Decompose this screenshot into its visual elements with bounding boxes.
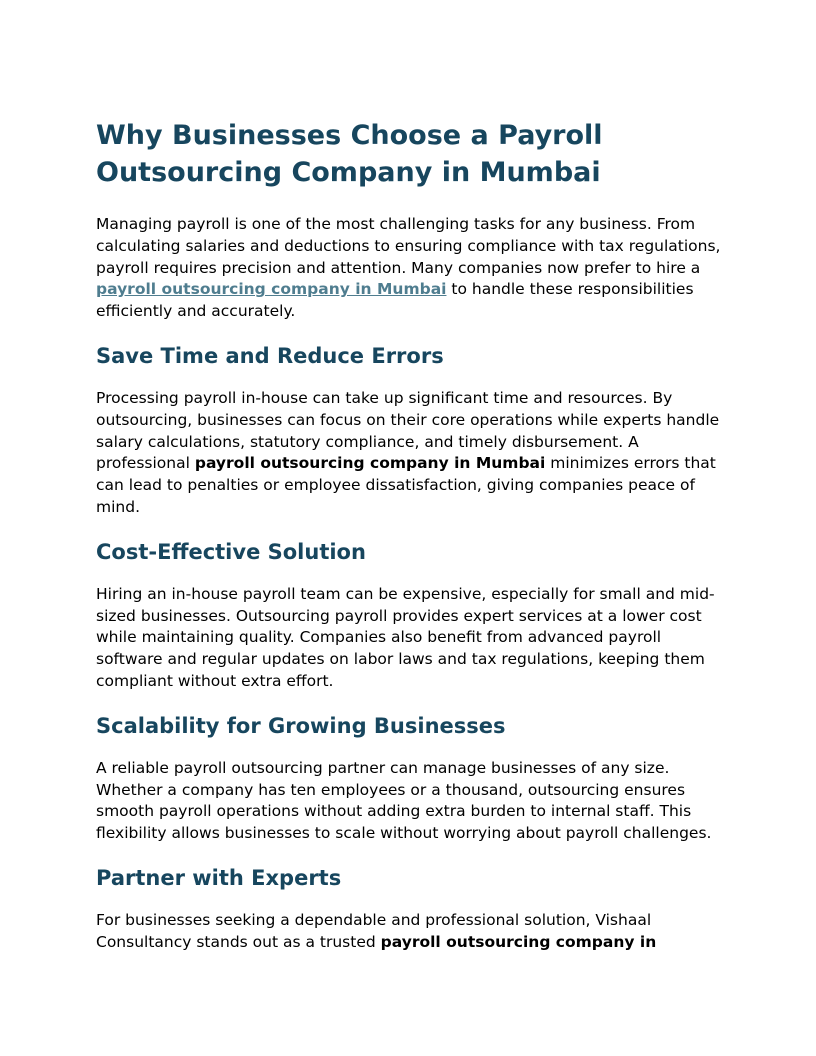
payroll-outsourcing-link[interactable]: payroll outsourcing company in Mumbai [96,280,447,299]
intro-paragraph [96,214,724,323]
section-paragraph-save-time [96,388,724,519]
partner-text-before: For businesses seeking a dependable and professional solution, Vishaal Consultancy stands out as a trusted [96,910,652,951]
section-heading-scalability: Scalability for Growing Businesses [96,713,506,738]
partner-bold-keyword: payroll outsourcing company in [380,932,657,951]
save-time-bold-keyword: payroll outsourcing company in Mumbai [194,454,546,473]
save-time-text-before: Processing payroll in-house can take up significant time and resources. By outsourcing, businesses can focus on their core operations while experts handle salary calculations, statutory compliance, and timely disbursement. A professional [96,388,720,473]
section-paragraph-cost-effective: Hiring an in-house payroll team can be expensive, especially for small and mid-sized businesses. Outsourcing payroll provides expert services at a lower cost while maintaining quality. Companies also benefit from advanced payroll software and regular updates on labor laws and tax regulations, keeping them compliant without extra effort. [96,584,715,690]
save-time-text-after: minimizes errors that can lead to penalties or employee dissatisfaction, giving companies peace of mind. [96,454,716,516]
intro-text-after: to handle these responsibilities efficiently and accurately. [96,280,694,321]
document-page [96,117,724,954]
section-heading-save-time: Save Time and Reduce Errors [96,343,444,368]
section-paragraph-partner [96,910,724,954]
section-heading-cost-effective: Cost-Effective Solution [96,539,366,564]
section-heading-partner: Partner with Experts [96,865,342,890]
page-title: Why Businesses Choose a Payroll Outsourcing Company in Mumbai [96,120,603,188]
section-paragraph-scalability: A reliable payroll outsourcing partner can manage businesses of any size. Whether a company has ten employees or a thousand, outsourcing ensures smooth payroll operations without adding extra burden to internal staff. This flexibility allows businesses to scale without worrying about payroll challenges. [96,758,712,843]
intro-text-before: Managing payroll is one of the most challenging tasks for any business. From calculating salaries and deductions to ensuring compliance with tax regulations, payroll requires precision and attention. Many companies now prefer to hire a [96,215,721,277]
